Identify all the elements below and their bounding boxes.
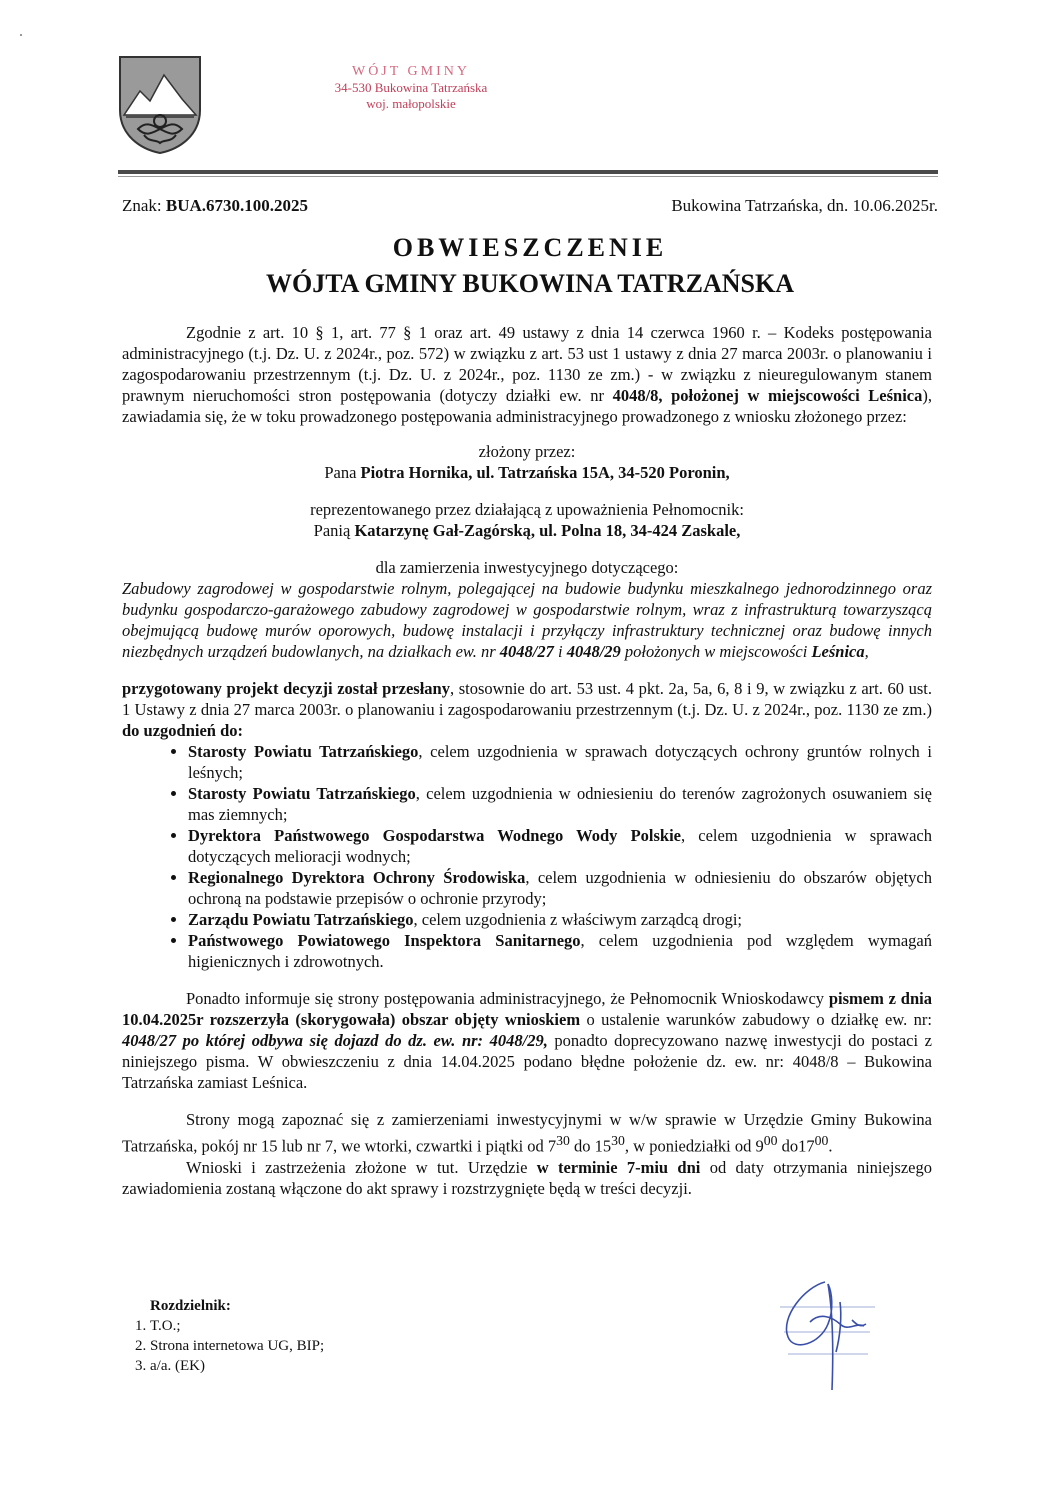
list-item: • Starosty Powiatu Tatrzańskiego, celem uzgodnienia w sprawach dotyczących ochrony gruntów rolnych i leśnych; — [188, 741, 932, 783]
correction-paragraph: Ponadto informuje się strony postępowania administracyjnego, że Pełnomocnik Wnioskodawcy pismem z dnia 10.04.2025r rozszerzyła (skorygowała) obszar objęty wnioskiem o ustalenie warunków zabudowy o działkę ew. nr: 4048/27 po której odbywa się dojazd do dz. ew. nr: 4048/29, ponadto doprecyzowano nazwę inwestycji do postaci z niniejszego pisma. W obwieszczeniu z dnia 14.04.2025 podano błędne położenie dz. ew. nr: 4048/8 – Bukowina Tatrzańska zamiast Leśnica. — [122, 989, 932, 1092]
intro-paragraph: Zgodnie z art. 10 § 1, art. 77 § 1 oraz art. 49 ustawy z dnia 14 czerwca 1960 r. – Kodeks postępowania administracyjnego (t.j. Dz. U. z 2024r., poz. 572) w związku z art. 53 ust 1 ustawy z dnia 27 marca 2003r. o planowaniu i zagospodarowaniu przestrzennym (t.j. Dz. U. z 2024r., poz. 1130 ze zm.) - w związku z nieuregulowanym stanem prawnym nieruchomości stron postępowania (dotyczy działki ew. nr 4048/8, położonej w miejscowości Leśnica), zawiadamia się, że w toku prowadzonego postępowania administracyjnego prowadzonego z wniosku złożonego przez: — [122, 323, 932, 426]
list-item: 3. a/a. (EK) — [150, 1356, 324, 1376]
place-and-date: Bukowina Tatrzańska, dn. 10.06.2025r. — [671, 196, 938, 215]
list-item: 2. Strona internetowa UG, BIP; — [150, 1336, 324, 1356]
project-paragraph: przygotowany projekt decyzji został przesłany, stosownie do art. 53 ust. 4 pkt. 2a, 5a, 6, 8 i 9, w związku z art. 60 ust. 1 Ustawy z dnia 27 marca 2003r. o planowaniu i zagospodarowaniu przestrzennym (t.j. Dz. U. z 2024r., poz. 1130 ze zm.) do uzgodnień do: — [122, 679, 933, 740]
list-item: • Starosty Powiatu Tatrzańskiego, celem uzgodnienia w odniesieniu do terenów zagrożonych osuwaniem się mas ziemnych; — [188, 783, 932, 825]
stamp-address: 34-530 Bukowina Tatrzańska — [334, 80, 488, 95]
applicant-name: Pana Piotra Hornika, ul. Tatrzańska 15A, 34-520 Poronin, — [324, 463, 730, 482]
stamp-region: woj. małopolskie — [366, 96, 456, 111]
scan-speck — [20, 34, 22, 36]
investment-label: dla zamierzenia inwestycyjnego dotyczącego: — [375, 558, 679, 577]
requests-paragraph: Wnioski i zastrzeżenia złożone w tut. Urzędzie w terminie 7-miu dni od daty otrzymania niniejszego zawiadomienia zostaną włączone do akt sprawy i rozstrzygnięte będą w treści decyzji. — [122, 1157, 932, 1198]
header-rule — [118, 170, 938, 174]
document-body — [122, 322, 932, 1199]
recipients-list — [122, 741, 932, 972]
representative-name: Panią Katarzynę Gał-Zagórską, ul. Polna 18, 34-424 Zaskale, — [313, 521, 741, 540]
list-item: • Zarządu Powiatu Tatrzańskiego, celem uzgodnienia z właściwym zarządcą drogi; — [188, 909, 932, 930]
signature-stamp-icon — [770, 1262, 890, 1392]
investment-description: Zabudowy zagrodowej w gospodarstwie rolnym, polegającej na budowie budynku mieszkalnego jednorodzinnego oraz budynku gospodarczo-garażowego zabudowy zagrodowej w gospodarstwie rolnym, wraz z infrastrukturą towarzyszącą obejmującą budowę murów oporowych, budowę instalacji i przyłączy infrastruktury technicznej oraz budowę innych niezbędnych urządzeń budowlanych, na działkach ew. nr 4048/27 i 4048/29 położonych w miejscowości Leśnica, — [122, 579, 932, 661]
case-reference — [122, 196, 308, 216]
applicant-label: złożony przez: — [478, 442, 576, 461]
list-item: • Regionalnego Dyrektora Ochrony Środowiska, celem uzgodnienia w odniesieniu do obszarów objętych ochroną na podstawie przepisów o ochronie przyrody; — [188, 867, 932, 909]
office-hours-paragraph: Strony mogą zapoznać się z zamierzeniami inwestycyjnymi w w/w sprawie w Urzędzie Gminy Bukowina Tatrzańska, pokój nr 15 lub nr 7, we wtorki, czwartki i piątki od $7^{30}$ do $15^{30}$, w poniedziałki od $9^{00}$ $do17^{00}$. — [122, 1110, 932, 1156]
list-item: • Państwowego Powiatowego Inspektora Sanitarnego, celem uzgodnienia pod względem wymagań higienicznych i zdrowotnych. — [188, 930, 932, 972]
document-title: OBWIESZCZENIE — [392, 233, 668, 262]
distribution-heading: Rozdzielnik: — [150, 1298, 231, 1314]
case-reference-number: BUA.6730.100.2025 — [165, 196, 309, 215]
office-stamp-header — [296, 64, 526, 112]
distribution-list — [122, 1296, 324, 1376]
list-item: 1. T.O.; — [150, 1316, 324, 1336]
coat-of-arms-icon — [118, 55, 202, 155]
distribution-items — [122, 1316, 324, 1376]
stamp-title: WÓJT GMINY — [351, 64, 470, 79]
header-rule-thin — [118, 176, 938, 177]
list-item: • Dyrektora Państwowego Gospodarstwa Wodnego Wody Polskie, celem uzgodnienia w sprawach dotyczących melioracji wodnych; — [188, 825, 932, 867]
representative-label: reprezentowanego przez działającą z upoważnienia Pełnomocnik: — [310, 500, 744, 519]
document-subtitle: WÓJTA GMINY BUKOWINA TATRZAŃSKA — [265, 269, 794, 298]
case-reference-label: Znak: — [122, 196, 166, 215]
